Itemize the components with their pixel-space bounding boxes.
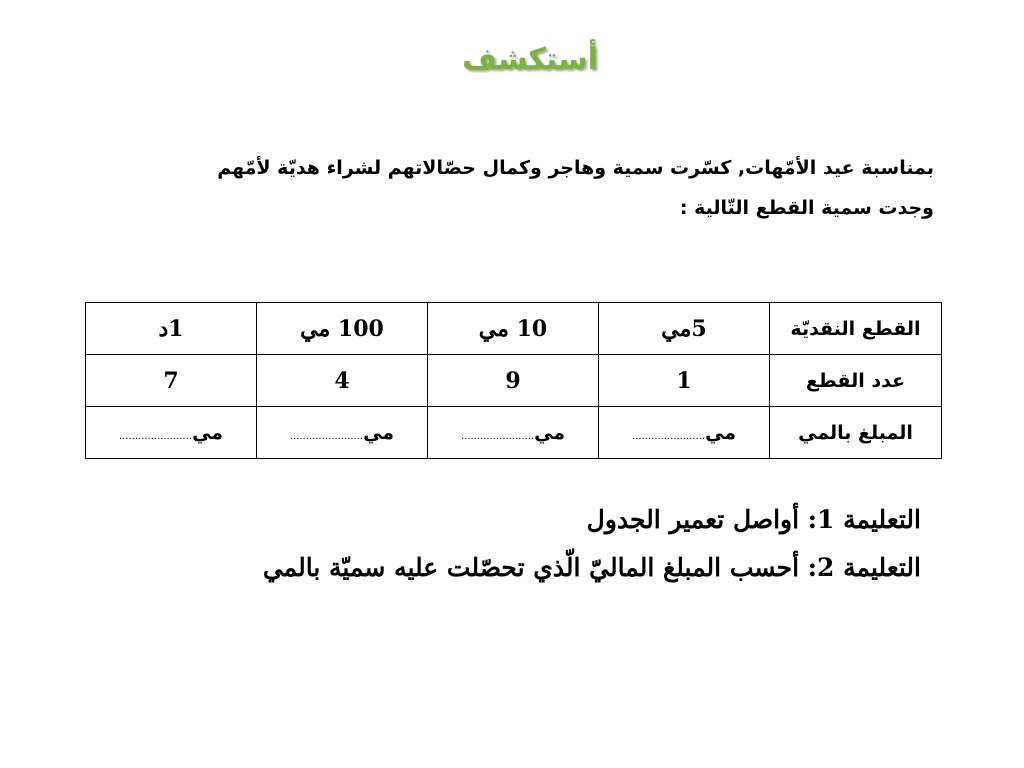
instruction-1 (81, 496, 921, 544)
instruction-label: التعليمة 1: (807, 505, 921, 534)
blank-dots: ....................... (118, 430, 193, 442)
cell-count: 1 (599, 355, 770, 407)
table-row-counts (86, 355, 942, 407)
instructions (81, 496, 921, 592)
cell-amount-blank[interactable] (428, 407, 599, 459)
cell-coin-type: 10 مي (428, 303, 599, 355)
cell-coin-type: 1د (86, 303, 257, 355)
cell-amount-blank[interactable] (257, 407, 428, 459)
table-row-coin-types (86, 303, 942, 355)
intro-line-1: بمناسبة عيد الأمّهات, كسّرت سمية وهاجر وكمال حصّالاتهم لشراء هديّة لأمّهم (217, 157, 934, 179)
amount-unit: مي (363, 421, 395, 444)
instruction-text: أواصل تعمير الجدول (586, 505, 800, 534)
cell-count: 4 (257, 355, 428, 407)
cell-amount-blank[interactable] (599, 407, 770, 459)
slide-title: أستكشف (462, 42, 598, 77)
instruction-text: أحسب المبلغ الماليّ الّذي تحصّلت عليه سميّة بالمي (262, 553, 800, 582)
blank-dots: ....................... (289, 430, 364, 442)
amount-unit: مي (192, 421, 224, 444)
amount-unit: مي (705, 421, 737, 444)
row-header-amounts: المبلغ بالمي (770, 407, 942, 459)
row-header-counts: عدد القطع (770, 355, 942, 407)
cell-coin-type: 100 مي (257, 303, 428, 355)
cell-coin-type: 5مي (599, 303, 770, 355)
blank-dots: ....................... (631, 430, 706, 442)
row-header-coin-types: القطع النقديّة (770, 303, 942, 355)
blank-dots: ....................... (460, 430, 535, 442)
intro-line-2: وجدت سمية القطع التّالية : (679, 197, 934, 219)
table-row-amounts (86, 407, 942, 459)
cell-amount-blank[interactable] (86, 407, 257, 459)
instruction-2 (81, 544, 921, 592)
amount-unit: مي (534, 421, 566, 444)
coins-table (85, 302, 942, 459)
intro-text (54, 148, 934, 228)
cell-count: 9 (428, 355, 599, 407)
cell-count: 7 (86, 355, 257, 407)
instruction-label: التعليمة 2: (807, 553, 921, 582)
